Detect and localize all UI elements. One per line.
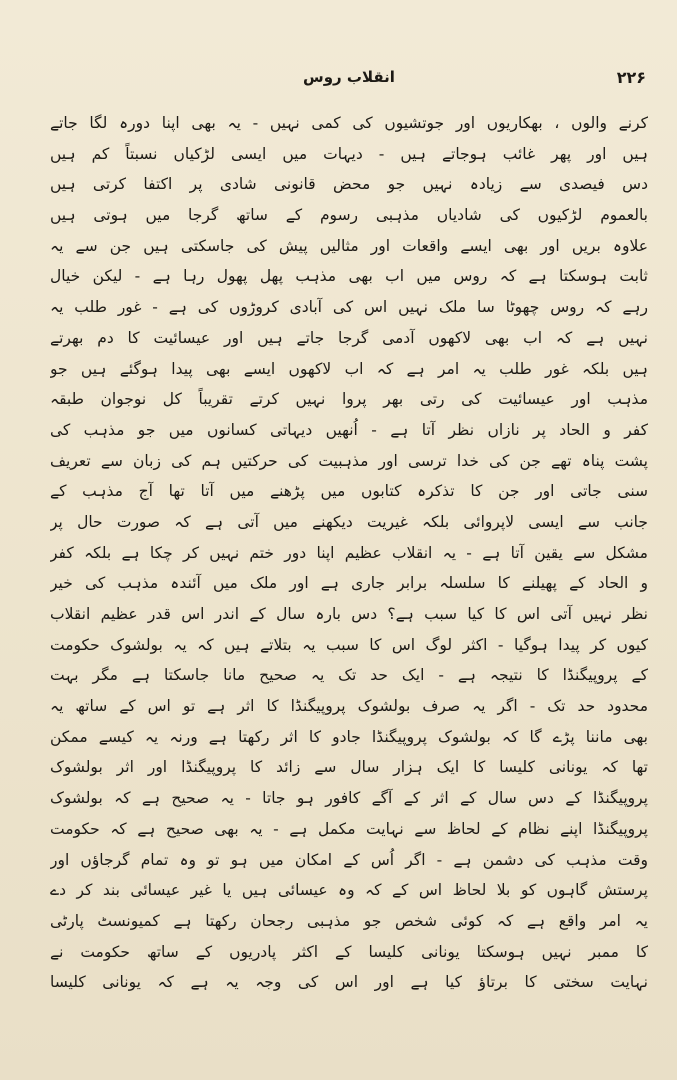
text-line: بھی ماننا پڑے گا کہ بولشوک پروپیگنڈا جادو کا اثر رکھتا ہے ورنہ یہ کیسے ممکن	[50, 727, 648, 746]
text-line: کفر و الحاد پر نازاں نظر آتا ہے - اُنھیں دیہاتی کسانوں میں جو مذہب کی	[50, 420, 648, 439]
text-line: تھا کہ یونانی کلیسا کا ایک ہزار سال سے زائد کا پروپیگنڈا اور اثر بولشوک	[50, 758, 648, 777]
text-line: یہ امر واقع ہے کہ کوئی شخص جو مذہبی رجحان رکھتا ہے کمیونسٹ پارٹی	[50, 911, 648, 930]
text-line: نظر نہیں آتی اس کا کیا سبب ہے؟ دس بارہ سال کے اندر اس قدر عظیم انقلاب	[50, 605, 648, 623]
page-header	[50, 66, 648, 94]
text-line: کے پروپیگنڈا کا نتیجہ ہے - ایک حد تک یہ صحیح مانا جاسکتا ہے مگر بہت	[50, 666, 648, 685]
text-line: بالعموم لڑکیوں کی شادیاں مذہبی رسوم کے ساتھ گرجا میں ہوتی ہیں	[50, 206, 648, 225]
text-line: مذہب اور عیسائیت کی رتی بھر پروا نہیں کرتے تقریباً کل نوجوان طبقہ	[50, 390, 648, 409]
text-line: ہیں اور پھر غائب ہوجاتے ہیں - دیہات میں ایسی لڑکیاں نسبتاً کم ہیں	[50, 144, 648, 163]
text-line: کرنے والوں ، بھکاریوں اور جوتشیوں کی کمی نہیں - یہ بھی اپنا دورہ لگا جاتے	[50, 114, 648, 132]
text-line: ثابت ہوسکتا ہے کہ روس میں اب بھی مذہب پھل پھول رہا ہے - لیکن خیال	[50, 267, 648, 286]
text-line: وقت مذہب کی دشمن ہے - اگر اُس کے امکان میں ہو تو وہ تمام گرجاؤں اور	[50, 850, 648, 869]
page-number: ۲۲۶	[616, 68, 646, 87]
text-line: پشت پناہ تھے جن کی خدا ترسی اور مذہبیت کی حرکتیں ہم کی زبان سے تعریف	[50, 451, 648, 470]
text-line: و الحاد کے پھیلنے کا سلسلہ برابر جاری ہے اور ملک میں آئندہ مذہب کی خیر	[50, 574, 648, 593]
text-line: سنی جاتی اور جن کا تذکرہ کتابوں میں پڑھنے میں آتا تھا آج مذہب کے	[50, 482, 648, 501]
text-line: علاوہ بریں اور بھی ایسے واقعات اور مثالیں پیش کی جاسکتی ہیں جن سے یہ	[50, 236, 648, 255]
text-line: محدود حد تک - اگر یہ صرف بولشوک پروپیگنڈا کا اثر ہے تو اس کے ساتھ یہ	[50, 697, 648, 716]
body-text	[50, 108, 648, 1053]
text-line: دس فیصدی سے زیادہ نہیں جو محض قانونی شادی پر اکتفا کرتی ہیں	[50, 175, 648, 194]
text-line: جانب سے ایسی لاپروائی بلکہ غیریت دیکھنے میں آتی ہے کہ صورت حال پر	[50, 512, 648, 531]
text-line: نہیں ہے کہ اب بھی لاکھوں آدمی گرجا جاتے ہیں اور عیسائیت کا دم بھرتے	[50, 328, 648, 347]
text-line: نہایت سختی کا برتاؤ کیا ہے اور اس کی وجہ یہ ہے کہ یونانی کلیسا	[50, 973, 648, 992]
running-title: انقلاب روس	[303, 68, 395, 86]
text-line: پرستش گاہوں کو بلا لحاظ اس کے کہ وہ عیسائی ہیں یا غیر عیسائی بند کر دے	[50, 881, 648, 900]
text-line: پروپیگنڈا کے دس سال کے اثر کے آگے کافور ہو جاتا - یہ صحیح ہے کہ بولشوک	[50, 789, 648, 808]
text-line: پروپیگنڈا اپنے نظام کے لحاظ سے نہایت مکمل ہے - یہ بھی صحیح ہے کہ حکومت	[50, 819, 648, 838]
text-line: رہے کہ روس چھوٹا سا ملک نہیں اس کی آبادی کروڑوں کی ہے - غور طلب یہ	[50, 298, 648, 317]
text-line: ہیں بلکہ غور طلب یہ امر ہے کہ اب لاکھوں ایسے بھی پیدا ہوگئے ہیں جو	[50, 359, 648, 378]
text-line: کا ممبر نہیں ہوسکتا یونانی کلیسا کے اکثر پادریوں کے ساتھ حکومت نے	[50, 942, 648, 961]
text-line: کیوں کر پیدا ہوگیا - اکثر لوگ اس کا سبب یہ بتلاتے ہیں کہ یہ بولشوک حکومت	[50, 635, 648, 654]
text-line: مشکل سے یقین آتا ہے - یہ انقلاب عظیم اپنا دور ختم نہیں کر چکا ہے بلکہ کفر	[50, 543, 648, 562]
